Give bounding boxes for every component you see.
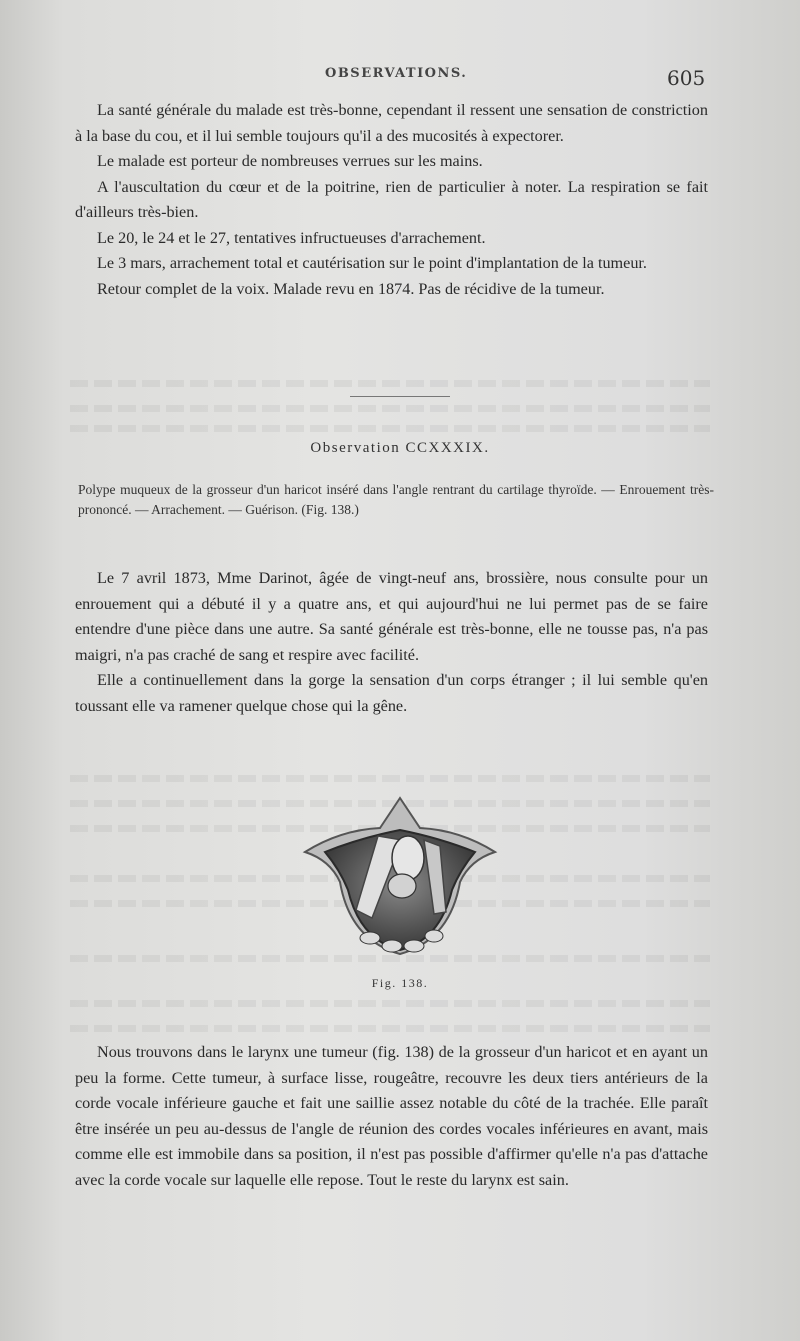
continuation-text [75,98,708,302]
paragraph: Nous trouvons dans le larynx une tumeur (fig. 138) de la grosseur d'un haricot et en ayant un peu la forme. Cette tumeur, à surface lisse, rougeâtre, recouvre les deux tiers antérieurs de la corde vocale inférieure gauche et fait une saillie assez notable du côté de la trachée. Elle paraît être insérée un peu au-dessus de l'angle de réunion des cordes vocales inférieures en avant, mais comme elle est immobile dans sa position, il n'est pas possible d'affirmer qu'elle n'a pas d'attache avec la corde vocale sur laquelle elle repose. Tout le reste du larynx est sain. [75,1043,708,1189]
figure-caption: Fig. 138. [371,976,429,990]
observation-text [75,566,708,719]
paragraph: Le malade est porteur de nombreuses verrues sur les mains. [97,152,483,170]
paragraph: Le 7 avril 1873, Mme Darinot, âgée de vingt-neuf ans, brossière, nous consulte pour un enrouement qui a débuté il y a quatre ans, et qui aujourd'hui ne lui permet pas de se faire entendre d'une pièce dans une autre. Sa santé générale est très-bonne, elle ne tousse pas, n'a pas maigri, n'a pas craché de sang et respire avec facilité. [75,569,708,664]
bleed-through [70,380,710,387]
bleed-through [70,1000,710,1007]
bleed-through [70,775,710,782]
page-number: 605 [667,66,706,90]
running-header: OBSERVATIONS. [325,66,468,81]
paragraph: La santé générale du malade est très-bonne, cependant il ressent une sensation de constriction à la base du cou, et il lui semble toujours qu'il a des mucosités à expectorer. [75,101,708,145]
paragraph: Elle a continuellement dans la gorge la sensation d'un corps étranger ; il lui semble qu'en toussant elle va ramener quelque chose qui la gêne. [75,671,708,715]
paragraph: Le 3 mars, arrachement total et cautérisation sur le point d'implantation de la tumeur. [97,254,647,272]
bleed-through [70,1025,710,1032]
observation-title: Observation CCXXXIX. [310,440,490,456]
observation-summary [78,480,714,520]
section-divider [350,396,450,397]
larynx-illustration [300,790,500,960]
paragraph: A l'auscultation du cœur et de la poitrine, rien de particulier à noter. La respiration se fait d'ailleurs très-bien. [75,177,708,221]
larynx-figure [300,790,500,960]
paragraph: Le 20, le 24 et le 27, tentatives infructueuses d'arrachement. [97,228,486,247]
findings-text [75,1040,708,1193]
summary-text: Polype muqueux de la grosseur d'un haricot inséré dans l'angle rentrant du cartilage thyroïde. — Enrouement très-prononcé. — Arrachement. — Guérison. (Fig. 138.) [78,482,714,517]
bleed-through [70,425,710,432]
paragraph: Retour complet de la voix. Malade revu en 1874. Pas de récidive de la tumeur. [97,279,605,298]
bleed-through [70,405,710,412]
